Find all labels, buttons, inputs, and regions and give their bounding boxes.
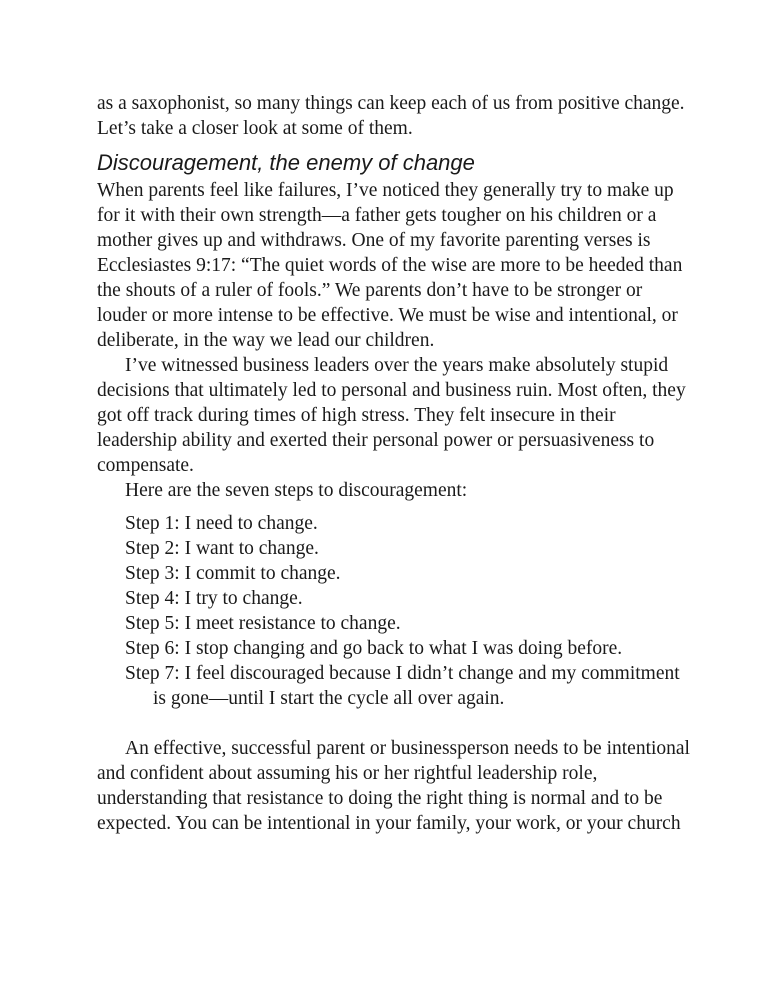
text-line: and confident about assuming his or her rightful leadership role,	[97, 763, 598, 784]
paragraph-3	[97, 736, 690, 836]
text-line: leadership ability and exerted their personal power or persuasiveness to	[97, 430, 655, 451]
text-line: got off track during times of high stress. They felt insecure in their	[97, 405, 616, 426]
spacer	[97, 711, 687, 736]
list-item: Step 4: I try to change.	[125, 588, 303, 609]
text-line: expected. You can be intentional in your family, your work, or your church	[97, 813, 681, 834]
text-line: as a saxophonist, so many things can keep each of us from positive change.	[97, 93, 685, 114]
text-line: When parents feel like failures, I’ve noticed they generally try to make up	[97, 180, 674, 201]
list-item: Step 1: I need to change.	[125, 513, 318, 534]
list-item: Step 5: I meet resistance to change.	[125, 613, 401, 634]
text-line: deliberate, in the way we lead our children.	[97, 330, 435, 351]
steps-list	[97, 511, 687, 711]
text-line: compensate.	[97, 455, 194, 476]
list-item	[97, 661, 687, 711]
text-line: for it with their own strength—a father gets tougher on his children or a	[97, 205, 657, 226]
list-item: Step 6: I stop changing and go back to what I was doing before.	[125, 638, 623, 659]
text-line: is gone—until I start the cycle all over again.	[153, 688, 505, 709]
text-line: Step 7: I feel discouraged because I didn’t change and my commitment	[125, 663, 680, 684]
text-line: Let’s take a closer look at some of them.	[97, 118, 413, 139]
text-line: mother gives up and withdraws. One of my favorite parenting verses is	[97, 230, 651, 251]
text-line: Ecclesiastes 9:17: “The quiet words of the wise are more to be heeded than	[97, 255, 683, 276]
intro-paragraph	[97, 91, 687, 141]
paragraph-1	[97, 178, 687, 353]
text-line: Here are the seven steps to discouragement:	[125, 480, 468, 501]
text-line: the shouts of a ruler of fools.” We parents don’t have to be stronger or	[97, 280, 643, 301]
document-page	[97, 91, 690, 836]
text-line: An effective, successful parent or businessperson needs to be intentional	[125, 738, 690, 759]
text-line: louder or more intense to be effective. We must be wise and intentional, or	[97, 305, 678, 326]
section-heading: Discouragement, the enemy of change	[97, 150, 475, 175]
paragraph-2	[97, 353, 687, 478]
steps-intro	[97, 478, 687, 503]
list-item: Step 3: I commit to change.	[125, 563, 341, 584]
list-item: Step 2: I want to change.	[125, 538, 319, 559]
text-line: I’ve witnessed business leaders over the years make absolutely stupid	[125, 355, 669, 376]
text-line: decisions that ultimately led to personal and business ruin. Most often, they	[97, 380, 686, 401]
text-line: understanding that resistance to doing the right thing is normal and to be	[97, 788, 663, 809]
